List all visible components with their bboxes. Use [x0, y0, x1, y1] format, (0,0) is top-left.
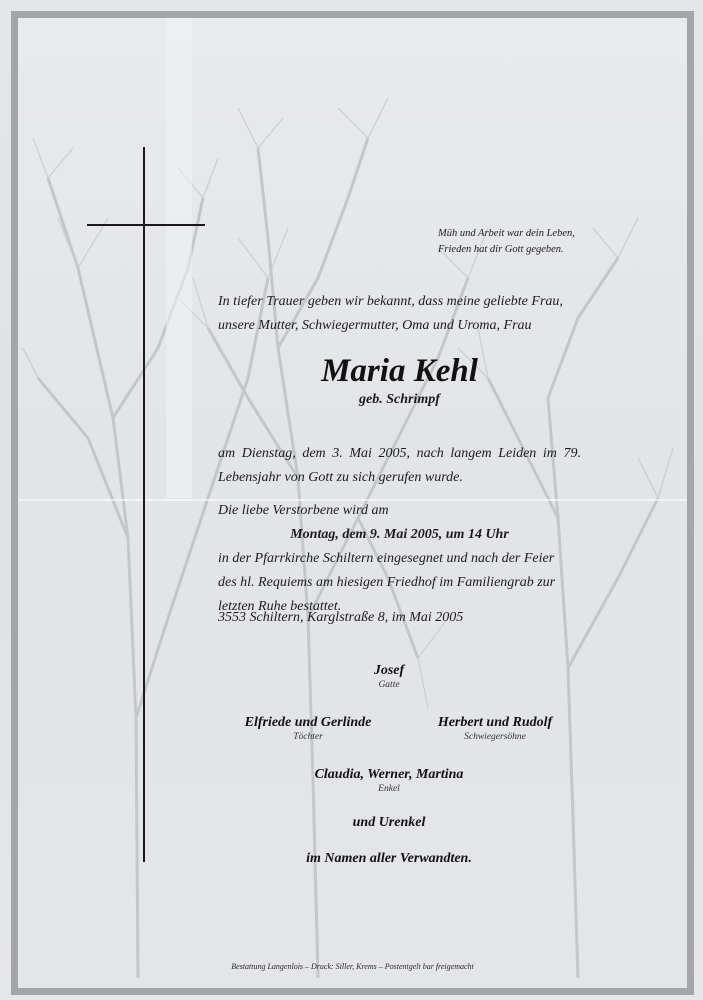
place-and-date: 3553 Schiltern, Karglstraße 8, im Mai 2005	[218, 610, 464, 625]
mourner-name: Claudia, Werner, Martina	[314, 767, 464, 782]
announcement-intro	[218, 290, 581, 338]
mourner-relatives	[249, 851, 529, 867]
mourner-role: Schwiegersöhne	[464, 732, 526, 742]
intro-line: In tiefer Trauer geben wir bekannt, dass meine geliebte Frau,	[218, 294, 563, 309]
cross-icon-vertical	[143, 147, 145, 862]
funeral-line: Die liebe Verstorbene wird am	[218, 503, 389, 518]
mourner-great-grandchildren	[299, 815, 479, 831]
deceased-name: Maria Kehl	[321, 353, 478, 389]
mourner-name: und Urenkel	[352, 815, 426, 830]
mourner-grandchildren	[274, 767, 504, 795]
mourner-role: Enkel	[378, 784, 400, 794]
mourner-name: Herbert und Rudolf	[437, 715, 553, 730]
funeral-date: Montag, dem 9. Mai 2005, um 14 Uhr	[290, 527, 509, 542]
mourner-daughters	[213, 715, 403, 743]
funeral-line: letzten Ruhe bestattet.	[218, 599, 342, 614]
funeral-details	[218, 499, 581, 619]
mourner-name: im Namen aller Verwandten.	[306, 851, 472, 866]
mourner-role: Gatte	[378, 680, 400, 690]
cross-icon-horizontal	[87, 224, 205, 226]
mourner-husband	[334, 663, 444, 691]
motto	[438, 226, 575, 258]
intro-line: unsere Mutter, Schwiegermutter, Oma und Uroma, Frau	[218, 318, 532, 333]
birth-name: geb. Schrimpf	[359, 392, 440, 407]
mourning-border-frame	[11, 11, 694, 995]
mourner-name: Josef	[373, 663, 405, 678]
motto-line: Müh und Arbeit war dein Leben,	[438, 228, 575, 239]
death-announcement: am Dienstag, dem 3. Mai 2005, nach langem Leiden im 79. Lebensjahr von Gott zu sich gerufen wurde.	[218, 446, 581, 485]
mourner-name: Elfriede und Gerlinde	[244, 715, 372, 730]
funeral-line: des hl. Requiems am hiesigen Friedhof im Familiengrab zur	[218, 575, 556, 590]
mourner-role: Töchter	[293, 732, 323, 742]
printer-footer: Bestattung Langenlois – Druck: Siller, Krems – Postentgelt bar freigemacht	[231, 962, 474, 971]
mourner-sons-in-law	[400, 715, 590, 743]
funeral-line: in der Pfarrkirche Schiltern eingesegnet und nach der Feier	[218, 551, 555, 566]
motto-line: Frieden hat dir Gott gegeben.	[438, 244, 564, 255]
